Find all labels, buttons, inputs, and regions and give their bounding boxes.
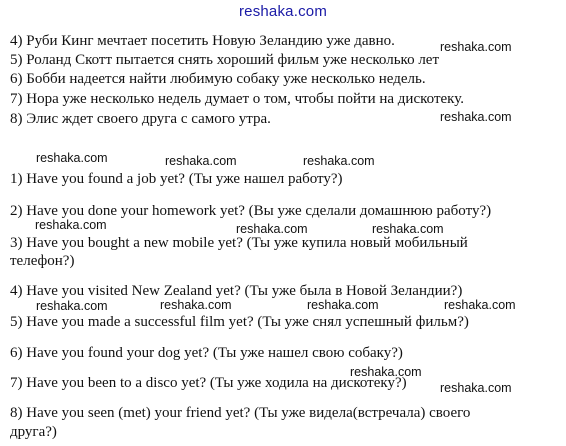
answer-line: 1) Have you found a job yet? (Ты уже нашел работу?) bbox=[10, 171, 343, 187]
watermark-text: reshaka.com bbox=[36, 299, 108, 313]
watermark-text: reshaka.com bbox=[303, 154, 375, 168]
russian-sentence: 8) Элис ждет своего друга с самого утра. bbox=[10, 111, 271, 127]
watermark-text: reshaka.com bbox=[160, 298, 232, 312]
answer-line: 7) Have you been to a disco yet? (Ты уже ходила на дискотеку?) bbox=[10, 375, 407, 391]
watermark-text: reshaka.com bbox=[236, 222, 308, 236]
site-header-watermark: reshaka.com bbox=[238, 3, 328, 20]
answer-line: 5) Have you made a successful film yet? (Ты уже снял успешный фильм?) bbox=[10, 314, 469, 330]
watermark-text: reshaka.com bbox=[440, 40, 512, 54]
russian-sentence: 6) Бобби надеется найти любимую собаку уже несколько недель. bbox=[10, 71, 426, 87]
watermark-text: reshaka.com bbox=[440, 110, 512, 124]
russian-sentence: 4) Руби Кинг мечтает посетить Новую Зеландию уже давно. bbox=[10, 33, 395, 49]
answer-line: 8) Have you seen (met) your friend yet? (Ты уже видела(встречала) своего bbox=[10, 405, 471, 421]
russian-sentence: 7) Нора уже несколько недель думает о том, чтобы пойти на дискотеку. bbox=[10, 91, 464, 107]
answer-line: телефон?) bbox=[10, 253, 75, 269]
answer-line: 4) Have you visited New Zealand yet? (Ты уже была в Новой Зеландии?) bbox=[10, 283, 463, 299]
watermark-text: reshaka.com bbox=[307, 298, 379, 312]
answer-line: 2) Have you done your homework yet? (Вы уже сделали домашнюю работу?) bbox=[10, 203, 492, 219]
watermark-text: reshaka.com bbox=[36, 151, 108, 165]
watermark-text: reshaka.com bbox=[440, 381, 512, 395]
watermark-text: reshaka.com bbox=[372, 222, 444, 236]
watermark-text: reshaka.com bbox=[350, 365, 422, 379]
answer-line: 3) Have you bought a new mobile yet? (Ты уже купила новый мобильный bbox=[10, 235, 468, 251]
answer-line: друга?) bbox=[10, 424, 57, 440]
russian-sentence: 5) Роланд Скотт пытается снять хороший фильм уже несколько лет bbox=[10, 52, 440, 68]
watermark-text: reshaka.com bbox=[165, 154, 237, 168]
watermark-text: reshaka.com bbox=[35, 218, 107, 232]
watermark-text: reshaka.com bbox=[444, 298, 516, 312]
answer-line: 6) Have you found your dog yet? (Ты уже нашел свою собаку?) bbox=[10, 345, 403, 361]
